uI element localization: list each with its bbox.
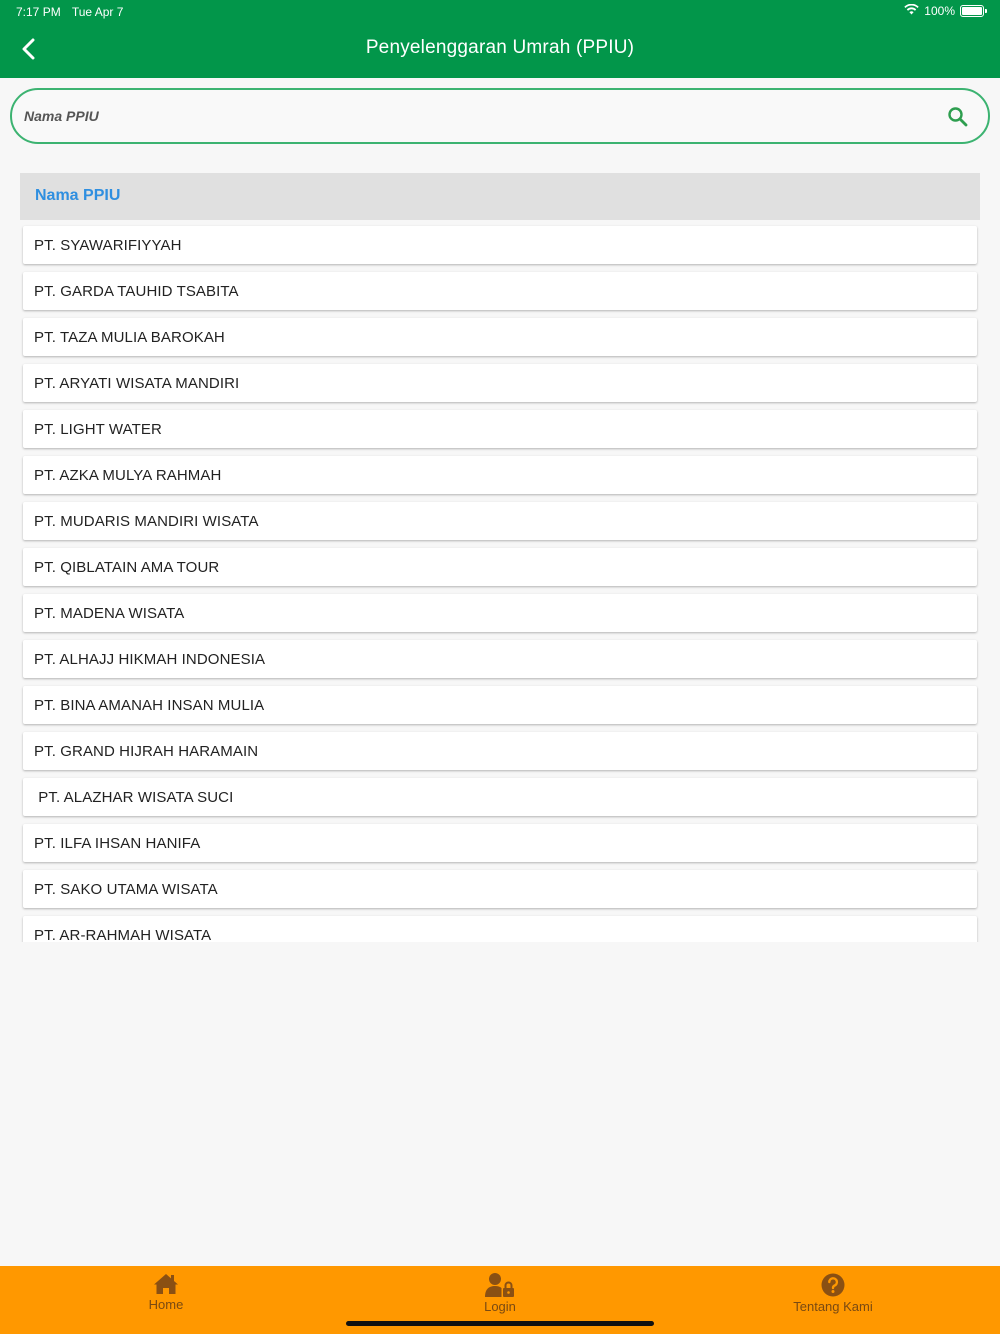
list-header xyxy=(20,173,980,220)
search-icon[interactable] xyxy=(946,105,970,129)
tab-about-label: Tentang Kami xyxy=(793,1299,873,1314)
list-item[interactable] xyxy=(23,870,977,908)
list-item-label: PT. SYAWARIFIYYAH xyxy=(34,237,182,254)
list-item-label: PT. MUDARIS MANDIRI WISATA xyxy=(34,513,259,530)
list-item[interactable] xyxy=(23,778,977,816)
list-item-label: PT. GARDA TAUHID TSABITA xyxy=(34,283,239,300)
list-item-label: PT. BINA AMANAH INSAN MULIA xyxy=(34,697,265,714)
list-item-label: PT. ARYATI WISATA MANDIRI xyxy=(34,375,240,392)
status-bar xyxy=(0,0,1000,24)
list-item[interactable] xyxy=(23,916,977,942)
list-item[interactable] xyxy=(23,226,977,264)
tab-about[interactable] xyxy=(773,1272,893,1314)
list-item-label: PT. GRAND HIJRAH HARAMAIN xyxy=(34,743,259,760)
tab-login-label: Login xyxy=(484,1299,516,1314)
list-item[interactable] xyxy=(23,640,977,678)
wifi-icon xyxy=(904,4,919,18)
status-time: 7:17 PM xyxy=(16,5,61,19)
question-circle-icon xyxy=(773,1272,893,1298)
list-item-label: PT. AR-RAHMAH WISATA xyxy=(34,927,212,942)
search-input[interactable] xyxy=(24,100,924,132)
list-header-label: Nama PPIU xyxy=(35,187,121,204)
list-item[interactable] xyxy=(23,364,977,402)
status-date: Tue Apr 7 xyxy=(71,5,124,19)
list-item[interactable] xyxy=(23,502,977,540)
list-item-label: PT. QIBLATAIN AMA TOUR xyxy=(34,559,220,576)
nav-header xyxy=(0,0,1000,78)
list-item-label: PT. ALHAJJ HIKMAH INDONESIA xyxy=(34,651,266,668)
list-item[interactable] xyxy=(23,272,977,310)
tab-login[interactable] xyxy=(440,1272,560,1314)
list-item[interactable] xyxy=(23,456,977,494)
list-item[interactable] xyxy=(23,732,977,770)
battery-icon xyxy=(960,5,984,17)
list-item[interactable] xyxy=(23,410,977,448)
list-item-label: PT. MADENA WISATA xyxy=(34,605,185,622)
list-item[interactable] xyxy=(23,594,977,632)
ppiu-list[interactable] xyxy=(20,224,980,942)
page-title: Penyelenggaran Umrah (PPIU) xyxy=(365,37,635,58)
tab-home-label: Home xyxy=(148,1297,184,1312)
list-item[interactable] xyxy=(23,548,977,586)
tab-home[interactable] xyxy=(106,1272,226,1312)
list-item-label: PT. LIGHT WATER xyxy=(34,421,162,438)
search-bar xyxy=(10,88,990,144)
list-item[interactable] xyxy=(23,686,977,724)
list-item-label: PT. AZKA MULYA RAHMAH xyxy=(34,467,222,484)
battery-percent: 100% xyxy=(924,4,955,18)
list-item-label: PT. ALAZHAR WISATA SUCI xyxy=(34,789,234,806)
list-item[interactable] xyxy=(23,824,977,862)
user-lock-icon xyxy=(440,1272,560,1298)
list-item-label: PT. TAZA MULIA BAROKAH xyxy=(34,329,225,346)
home-indicator xyxy=(346,1321,654,1326)
list-item-label: PT. SAKO UTAMA WISATA xyxy=(34,881,218,898)
list-item[interactable] xyxy=(23,318,977,356)
home-icon xyxy=(106,1272,226,1296)
list-item-label: PT. ILFA IHSAN HANIFA xyxy=(34,835,201,852)
